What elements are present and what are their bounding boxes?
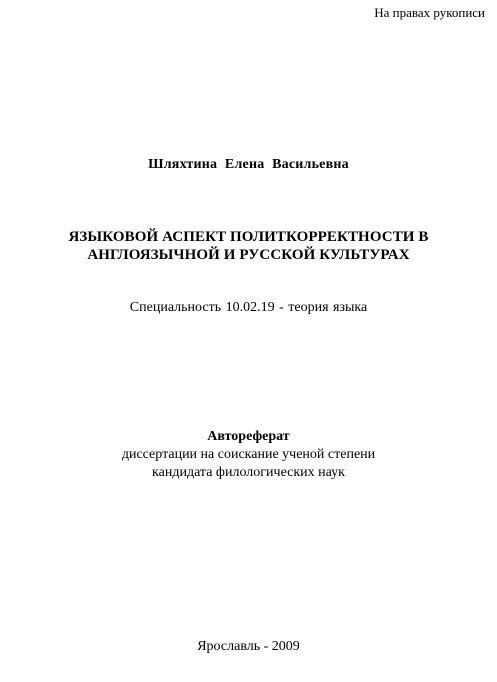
dissertation-title (0, 228, 497, 264)
city-year: Ярославль - 2009 (197, 639, 300, 654)
title-line-2: АНГЛОЯЗЫЧНОЙ И РУССКОЙ КУЛЬТУРАХ (87, 247, 410, 263)
abstract-block (0, 428, 497, 482)
abstract-line-1: диссертации на соискание ученой степени (121, 447, 376, 462)
title-line-1: ЯЗЫКОВОЙ АСПЕКТ ПОЛИТКОРРЕКТНОСТИ В (68, 229, 429, 245)
abstract-heading: Автореферат (207, 429, 290, 444)
rights-note: На правах рукописи (374, 5, 485, 20)
author-name: Шляхтина Елена Васильевна (148, 157, 349, 172)
abstract-line-2: кандидата филологических наук (152, 465, 345, 480)
specialty-line: Специальность 10.02.19 - теория языка (129, 300, 368, 315)
